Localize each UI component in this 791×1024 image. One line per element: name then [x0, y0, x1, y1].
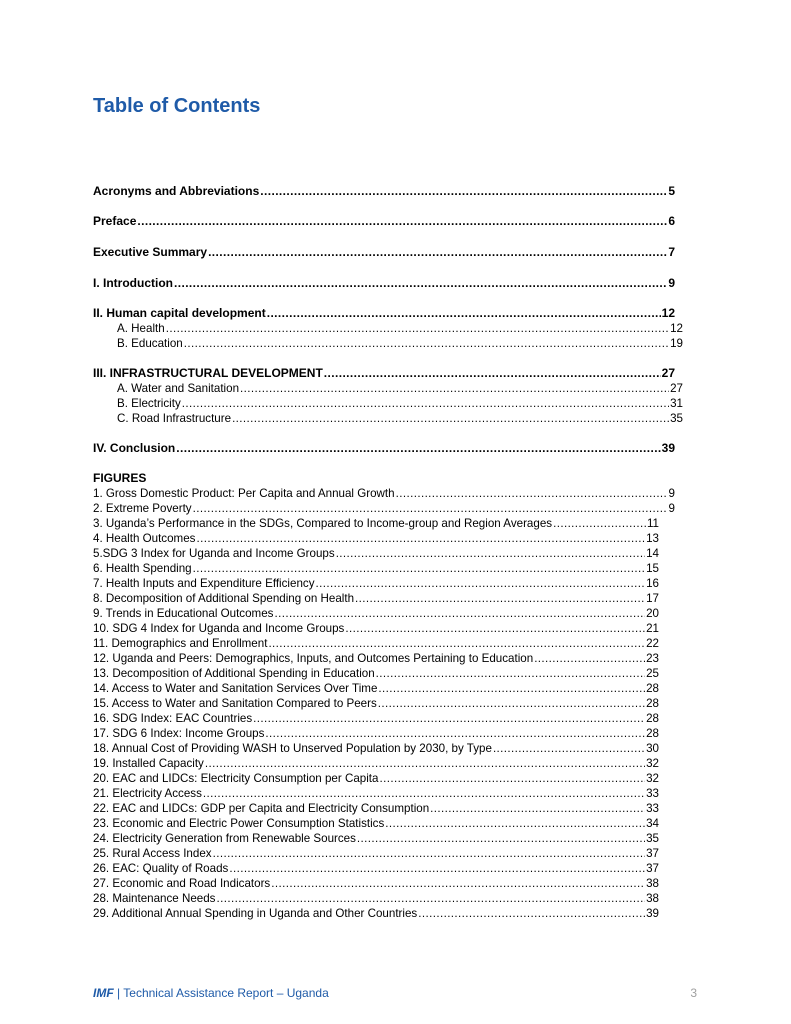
dot-leader	[267, 306, 661, 321]
toc-entry-page: 31	[670, 397, 683, 410]
toc-entry-label: Acronyms and Abbreviations	[93, 184, 260, 198]
toc-entry-page: 7	[668, 245, 675, 259]
toc-entry-water[interactable]	[117, 381, 683, 396]
figure-entry-label: 2. Extreme Poverty	[93, 502, 192, 515]
toc-entry-preface[interactable]	[93, 214, 675, 229]
toc-entry-roads[interactable]	[117, 411, 683, 426]
figure-entry-label: 16. SDG Index: EAC Countries	[93, 712, 253, 725]
figure-entry-label: 7. Health Inputs and Expenditure Efficiency	[93, 577, 315, 590]
dot-leader	[493, 741, 645, 756]
figure-entry-label: 14. Access to Water and Sanitation Services Over Time	[93, 682, 378, 695]
dot-leader	[232, 411, 669, 426]
dot-leader	[396, 486, 668, 501]
figure-entry[interactable]	[93, 726, 659, 741]
dot-leader	[316, 576, 646, 591]
dot-leader	[182, 396, 669, 411]
figure-entry-label: 18. Annual Cost of Providing WASH to Unserved Population by 2030, by Type	[93, 742, 492, 755]
figure-entry[interactable]	[93, 801, 659, 816]
footer-country: Uganda	[286, 986, 329, 1000]
dot-leader	[355, 591, 645, 606]
figure-entry[interactable]	[93, 576, 659, 591]
figure-entry[interactable]	[93, 756, 659, 771]
figure-entry-label: 26. EAC: Quality of Roads	[93, 862, 229, 875]
figure-entry-page: 20	[646, 607, 659, 620]
imf-logo-text: IMF	[93, 986, 114, 1000]
figure-entry[interactable]	[93, 696, 659, 711]
figure-entry[interactable]	[93, 906, 659, 921]
toc-entry-label: Executive Summary	[93, 245, 208, 259]
dot-leader	[176, 441, 660, 456]
figure-entry[interactable]	[93, 636, 659, 651]
figure-entry[interactable]	[93, 621, 659, 636]
dot-leader	[345, 621, 645, 636]
toc-entry-health[interactable]	[117, 321, 683, 336]
figure-entry-label: 3. Uganda’s Performance in the SDGs, Compared to Income-group and Region Averages	[93, 517, 553, 530]
dot-leader	[184, 336, 669, 351]
figure-entry[interactable]	[93, 531, 659, 546]
figure-entry-page: 32	[646, 772, 659, 785]
figure-entry-label: 6. Health Spending	[93, 562, 192, 575]
figure-entry-label: 24. Electricity Generation from Renewable Sources	[93, 832, 356, 845]
dot-leader	[418, 906, 645, 921]
dot-leader	[166, 321, 669, 336]
figure-entry-label: 25. Rural Access Index	[93, 847, 212, 860]
toc-entry-page: 5	[668, 184, 675, 198]
figure-entry[interactable]	[93, 651, 659, 666]
figure-entry[interactable]	[93, 786, 659, 801]
dot-leader	[274, 606, 645, 621]
figure-entry-page: 16	[646, 577, 659, 590]
footer-report-title: Technical Assistance Report	[123, 986, 274, 1000]
figure-entry[interactable]	[93, 561, 659, 576]
dot-leader	[137, 214, 667, 229]
dot-leader	[174, 276, 667, 291]
dot-leader	[260, 184, 667, 199]
footer-separator: |	[117, 986, 121, 1000]
figure-entry[interactable]	[93, 591, 659, 606]
toc-entry-page: 35	[670, 412, 683, 425]
toc-entry-conclusion[interactable]	[93, 441, 675, 456]
toc-entry-label: B. Electricity	[117, 397, 181, 410]
figure-entry-page: 35	[646, 832, 659, 845]
dot-leader	[208, 245, 667, 260]
figure-entry-page: 28	[646, 682, 659, 695]
toc-entry-label: IV. Conclusion	[93, 441, 176, 455]
figure-entry[interactable]	[93, 501, 675, 516]
figure-entry-label: 11. Demographics and Enrollment	[93, 637, 268, 650]
toc-entry-page: 12	[670, 322, 683, 335]
figure-entry-label: 23. Economic and Electric Power Consumption Statistics	[93, 817, 385, 830]
dot-leader	[324, 366, 661, 381]
figure-entry-label: 5.SDG 3 Index for Uganda and Income Groups	[93, 547, 335, 560]
dot-leader	[378, 696, 645, 711]
toc-entry-executive-summary[interactable]	[93, 245, 675, 260]
toc-entry-infrastructure[interactable]	[93, 366, 675, 381]
figure-entry-label: 10. SDG 4 Index for Uganda and Income Groups	[93, 622, 345, 635]
figure-entry[interactable]	[93, 846, 659, 861]
toc-entry-page: 9	[668, 276, 675, 290]
toc-entry-label: I. Introduction	[93, 276, 173, 290]
figure-entry[interactable]	[93, 666, 659, 681]
toc-entry-label: A. Water and Sanitation	[117, 382, 240, 395]
dot-leader	[378, 681, 645, 696]
figure-entry-page: 11	[646, 517, 659, 530]
toc-entry-label: B. Education	[117, 337, 183, 350]
figure-entry-page: 33	[646, 802, 659, 815]
figure-entry-label: 22. EAC and LIDCs: GDP per Capita and Electricity Consumption	[93, 802, 430, 815]
dot-leader	[193, 561, 645, 576]
dot-leader	[216, 891, 645, 906]
dot-leader	[213, 846, 646, 861]
dot-leader	[229, 861, 645, 876]
figure-entry-label: 8. Decomposition of Additional Spending on Health	[93, 592, 355, 605]
figure-entry-page: 28	[646, 727, 659, 740]
footer-dash: –	[276, 986, 284, 1000]
figure-entry-label: 15. Access to Water and Sanitation Compared to Peers	[93, 697, 377, 710]
figure-entry-page: 38	[646, 877, 659, 890]
figure-entry-page: 21	[646, 622, 659, 635]
toc-entry-label: III. INFRASTRUCTURAL DEVELOPMENT	[93, 366, 323, 380]
figure-entry-page: 38	[646, 892, 659, 905]
dot-leader	[240, 381, 669, 396]
figure-entry-page: 30	[646, 742, 659, 755]
figure-entry-page: 25	[646, 667, 659, 680]
figure-entry[interactable]	[93, 816, 659, 831]
figure-entry-page: 9	[668, 502, 675, 515]
figure-entry-label: 27. Economic and Road Indicators	[93, 877, 271, 890]
dot-leader	[193, 501, 668, 516]
toc-entry-label: A. Health	[117, 322, 165, 335]
dot-leader	[385, 816, 645, 831]
figure-entry-page: 15	[646, 562, 659, 575]
page-title: Table of Contents	[93, 95, 261, 117]
figure-entry-page: 28	[646, 712, 659, 725]
dot-leader	[265, 726, 645, 741]
toc-entry-label: Preface	[93, 214, 137, 228]
dot-leader	[553, 516, 646, 531]
toc-entry-page: 6	[668, 214, 675, 228]
dot-leader	[336, 546, 645, 561]
toc-entry-education[interactable]	[117, 336, 683, 351]
figure-entry-page: 39	[646, 907, 659, 920]
figure-entry-page: 17	[646, 592, 659, 605]
page-number: 3	[690, 986, 697, 1000]
dot-leader	[430, 801, 645, 816]
figure-entry-label: 21. Electricity Access	[93, 787, 202, 800]
toc-entry-page: 19	[670, 337, 683, 350]
figure-entry-page: 37	[646, 862, 659, 875]
dot-leader	[271, 876, 645, 891]
figure-entry[interactable]	[93, 516, 659, 531]
figure-entry-page: 33	[646, 787, 659, 800]
toc-entry-acronyms[interactable]	[93, 184, 675, 199]
figure-entry-page: 32	[646, 757, 659, 770]
figure-entry-label: 19. Installed Capacity	[93, 757, 204, 770]
dot-leader	[196, 531, 645, 546]
toc-entry-electricity[interactable]	[117, 396, 683, 411]
figure-entry-label: 1. Gross Domestic Product: Per Capita and Annual Growth	[93, 487, 395, 500]
dot-leader	[268, 636, 645, 651]
figure-entry-label: 20. EAC and LIDCs: Electricity Consumption per Capita	[93, 772, 379, 785]
figure-entry-label: 13. Decomposition of Additional Spending in Education	[93, 667, 375, 680]
figure-entry[interactable]	[93, 606, 659, 621]
figure-entry[interactable]	[93, 681, 659, 696]
figure-entry[interactable]	[93, 546, 659, 561]
page-footer	[93, 985, 697, 1001]
figure-entry[interactable]	[93, 876, 659, 891]
figures-heading: FIGURES	[93, 471, 147, 485]
toc-entry-page: 12	[661, 306, 675, 320]
toc-entry-human-capital[interactable]	[93, 306, 675, 321]
dot-leader	[205, 756, 645, 771]
toc-entry-page: 27	[661, 366, 675, 380]
figure-entry-label: 4. Health Outcomes	[93, 532, 196, 545]
dot-leader	[376, 666, 645, 681]
figure-entry-page: 37	[646, 847, 659, 860]
dot-leader	[534, 651, 645, 666]
dot-leader	[379, 771, 645, 786]
figure-entry[interactable]	[93, 861, 659, 876]
figure-entry-page: 9	[668, 487, 675, 500]
figure-entry[interactable]	[93, 771, 659, 786]
figure-entry-page: 23	[646, 652, 659, 665]
figure-entry-page: 13	[646, 532, 659, 545]
figure-entry-label: 17. SDG 6 Index: Income Groups	[93, 727, 265, 740]
figure-entry-page: 14	[646, 547, 659, 560]
toc-entry-page: 27	[670, 382, 683, 395]
toc-entry-label: C. Road Infrastructure	[117, 412, 232, 425]
figure-entry-label: 12. Uganda and Peers: Demographics, Inputs, and Outcomes Pertaining to Education	[93, 652, 534, 665]
figure-entry[interactable]	[93, 486, 675, 501]
figure-entry-label: 29. Additional Annual Spending in Uganda and Other Countries	[93, 907, 418, 920]
figure-entry-page: 22	[646, 637, 659, 650]
dot-leader	[253, 711, 645, 726]
dot-leader	[203, 786, 645, 801]
dot-leader	[357, 831, 645, 846]
figure-entry[interactable]	[93, 831, 659, 846]
figure-entry[interactable]	[93, 741, 659, 756]
figure-entry-label: 9. Trends in Educational Outcomes	[93, 607, 274, 620]
toc-entry-label: II. Human capital development	[93, 306, 266, 320]
figure-entry-label: 28. Maintenance Needs	[93, 892, 216, 905]
toc-entry-page: 39	[661, 441, 675, 455]
figure-entry[interactable]	[93, 891, 659, 906]
figure-entry-page: 34	[646, 817, 659, 830]
figure-entry-page: 28	[646, 697, 659, 710]
figure-entry[interactable]	[93, 711, 659, 726]
toc-entry-introduction[interactable]	[93, 276, 675, 291]
